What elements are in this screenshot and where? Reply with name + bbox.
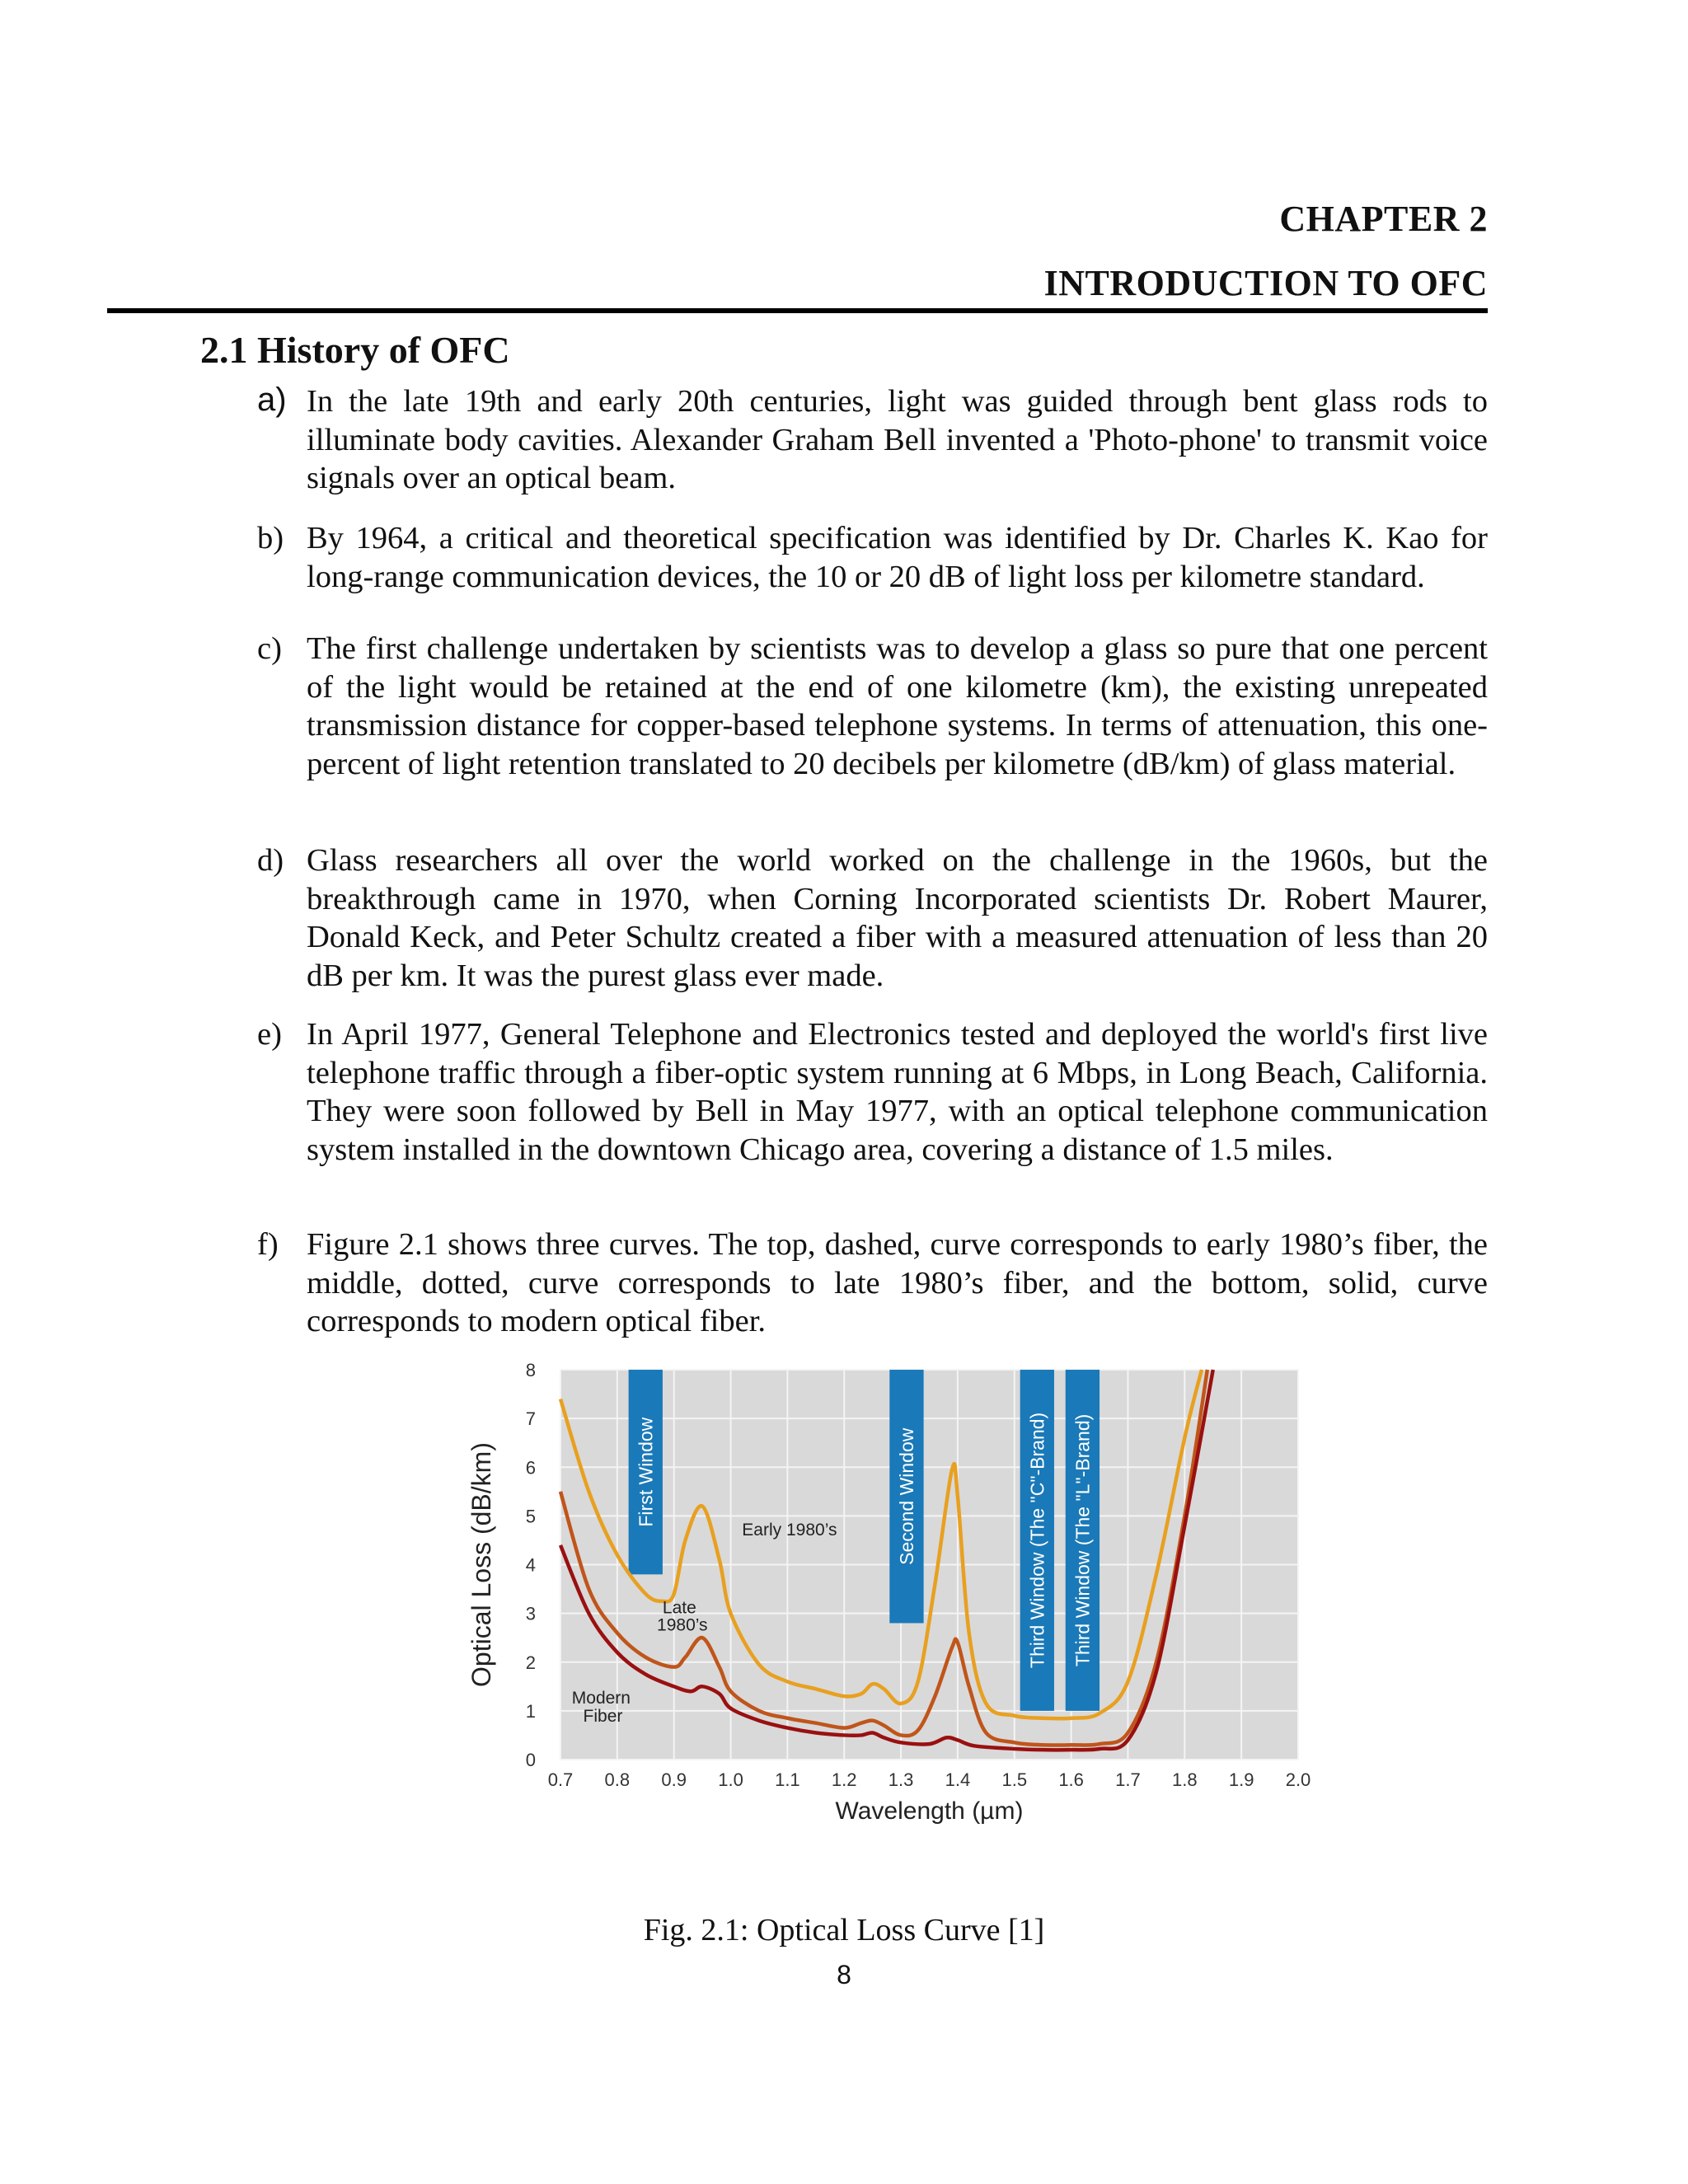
x-tick-label: 1.9: [1228, 1769, 1254, 1790]
list-item: [257, 1226, 1488, 1341]
list-item-text: By 1964, a critical and theoretical specification was identified by Dr. Charles K. Kao for long-range communication devices, the 10 or 20 dB of light loss per kilometre standard.: [307, 521, 1488, 594]
curve-annotation: Late: [662, 1598, 696, 1618]
x-tick-label: 1.8: [1172, 1769, 1198, 1790]
x-tick-label: 0.9: [661, 1769, 687, 1790]
x-tick-label: 0.7: [547, 1769, 574, 1790]
y-tick-label: 7: [525, 1408, 536, 1430]
list-item: [257, 382, 1488, 498]
x-tick-label: 1.3: [888, 1769, 914, 1790]
curve-annotation: Early 1980’s: [742, 1521, 837, 1540]
y-tick-label: 5: [525, 1506, 536, 1527]
x-tick-label: 1.1: [775, 1769, 800, 1790]
list-item-text: In the late 19th and early 20th centuries, light was guided through bent glass rods to illuminate body cavities. Alexander Graham Bell invented a 'Photo-phone' to transmit voice signals over an optical beam.: [307, 384, 1488, 495]
y-tick-label: 3: [525, 1603, 536, 1624]
curve-annotation: Fiber: [583, 1706, 623, 1726]
x-tick-label: 1.5: [1001, 1769, 1028, 1790]
y-tick-label: 2: [525, 1652, 536, 1673]
chapter-number: CHAPTER 2: [1279, 199, 1488, 239]
window-label: Third Window (The "C"-Brand): [1026, 1412, 1048, 1669]
list-item: [257, 630, 1488, 783]
list-marker: a): [257, 382, 287, 418]
curve-annotation: Modern: [571, 1689, 631, 1708]
plot-top-mask: [556, 1352, 1302, 1369]
optical-loss-chart: [466, 1352, 1319, 1825]
y-tick-label: 4: [525, 1554, 536, 1576]
list-item: [257, 519, 1488, 596]
curve-annotation: 1980’s: [657, 1615, 708, 1635]
x-axis-label: Wavelength (µm): [835, 1797, 1024, 1825]
y-tick-label: 6: [525, 1457, 536, 1479]
window-label: Second Window: [895, 1427, 917, 1565]
list-item: [257, 841, 1488, 995]
window-label: First Window: [635, 1417, 657, 1527]
list-marker: e): [257, 1017, 282, 1052]
section-heading: 2.1 History of OFC: [200, 329, 510, 371]
x-tick-label: 1.6: [1058, 1769, 1084, 1790]
list-item-text: Figure 2.1 shows three curves. The top, dashed, curve corresponds to early 1980’s fiber, the middle, dotted, curve corresponds to late 1980’s fiber, and the bottom, solid, curve corresponds to modern optical fiber.: [307, 1227, 1488, 1338]
y-tick-label: 1: [525, 1700, 536, 1722]
list-item: [257, 1015, 1488, 1169]
x-tick-label: 2.0: [1285, 1769, 1311, 1790]
list-item-text: The first challenge undertaken by scientists was to develop a glass so pure that one percent of the light would be retained at the end of one kilometre (km), the existing unrepeated transmission distance for copper-based telephone systems. In terms of attenuation, this one-percent of light retention translated to 20 decibels per kilometre (dB/km) of glass material.: [307, 631, 1488, 781]
x-tick-label: 1.2: [831, 1769, 857, 1790]
list-marker: b): [257, 521, 284, 555]
list-marker: f): [257, 1227, 279, 1262]
list-item-text: In April 1977, General Telephone and Electronics tested and deployed the world's first live telephone traffic through a fiber-optic system running at 6 Mbps, in Long Beach, California. They were soon followed by Bell in May 1977, with an optical telephone communication system installed in the downtown Chicago area, covering a distance of 1.5 miles.: [307, 1017, 1488, 1167]
x-tick-label: 1.7: [1115, 1769, 1141, 1790]
optical-loss-figure: [466, 1352, 1319, 1825]
y-tick-label: 0: [525, 1750, 536, 1770]
header-rule: [107, 308, 1488, 313]
y-tick-label: 8: [525, 1360, 536, 1380]
x-tick-label: 0.8: [604, 1769, 631, 1790]
chapter-title: INTRODUCTION TO OFC: [1043, 263, 1488, 303]
x-tick-label: 1.0: [718, 1769, 743, 1790]
y-axis-label: Optical Loss (dB/km): [467, 1442, 496, 1687]
page-number: 8: [837, 1960, 851, 1990]
list-item-text: Glass researchers all over the world worked on the challenge in the 1960s, but the breakthrough came in 1970, when Corning Incorporated scientists Dr. Robert Maurer, Donald Keck, and Peter Schultz created a fiber with a measured attenuation of less than 20 dB per km. It was the purest glass ever made.: [307, 843, 1488, 993]
list-marker: c): [257, 631, 282, 666]
x-tick-label: 1.4: [945, 1769, 971, 1790]
window-label: Third Window (The "L"-Brand): [1071, 1413, 1094, 1667]
list-marker: d): [257, 843, 284, 878]
figure-caption: Fig. 2.1: Optical Loss Curve [1]: [643, 1913, 1045, 1947]
